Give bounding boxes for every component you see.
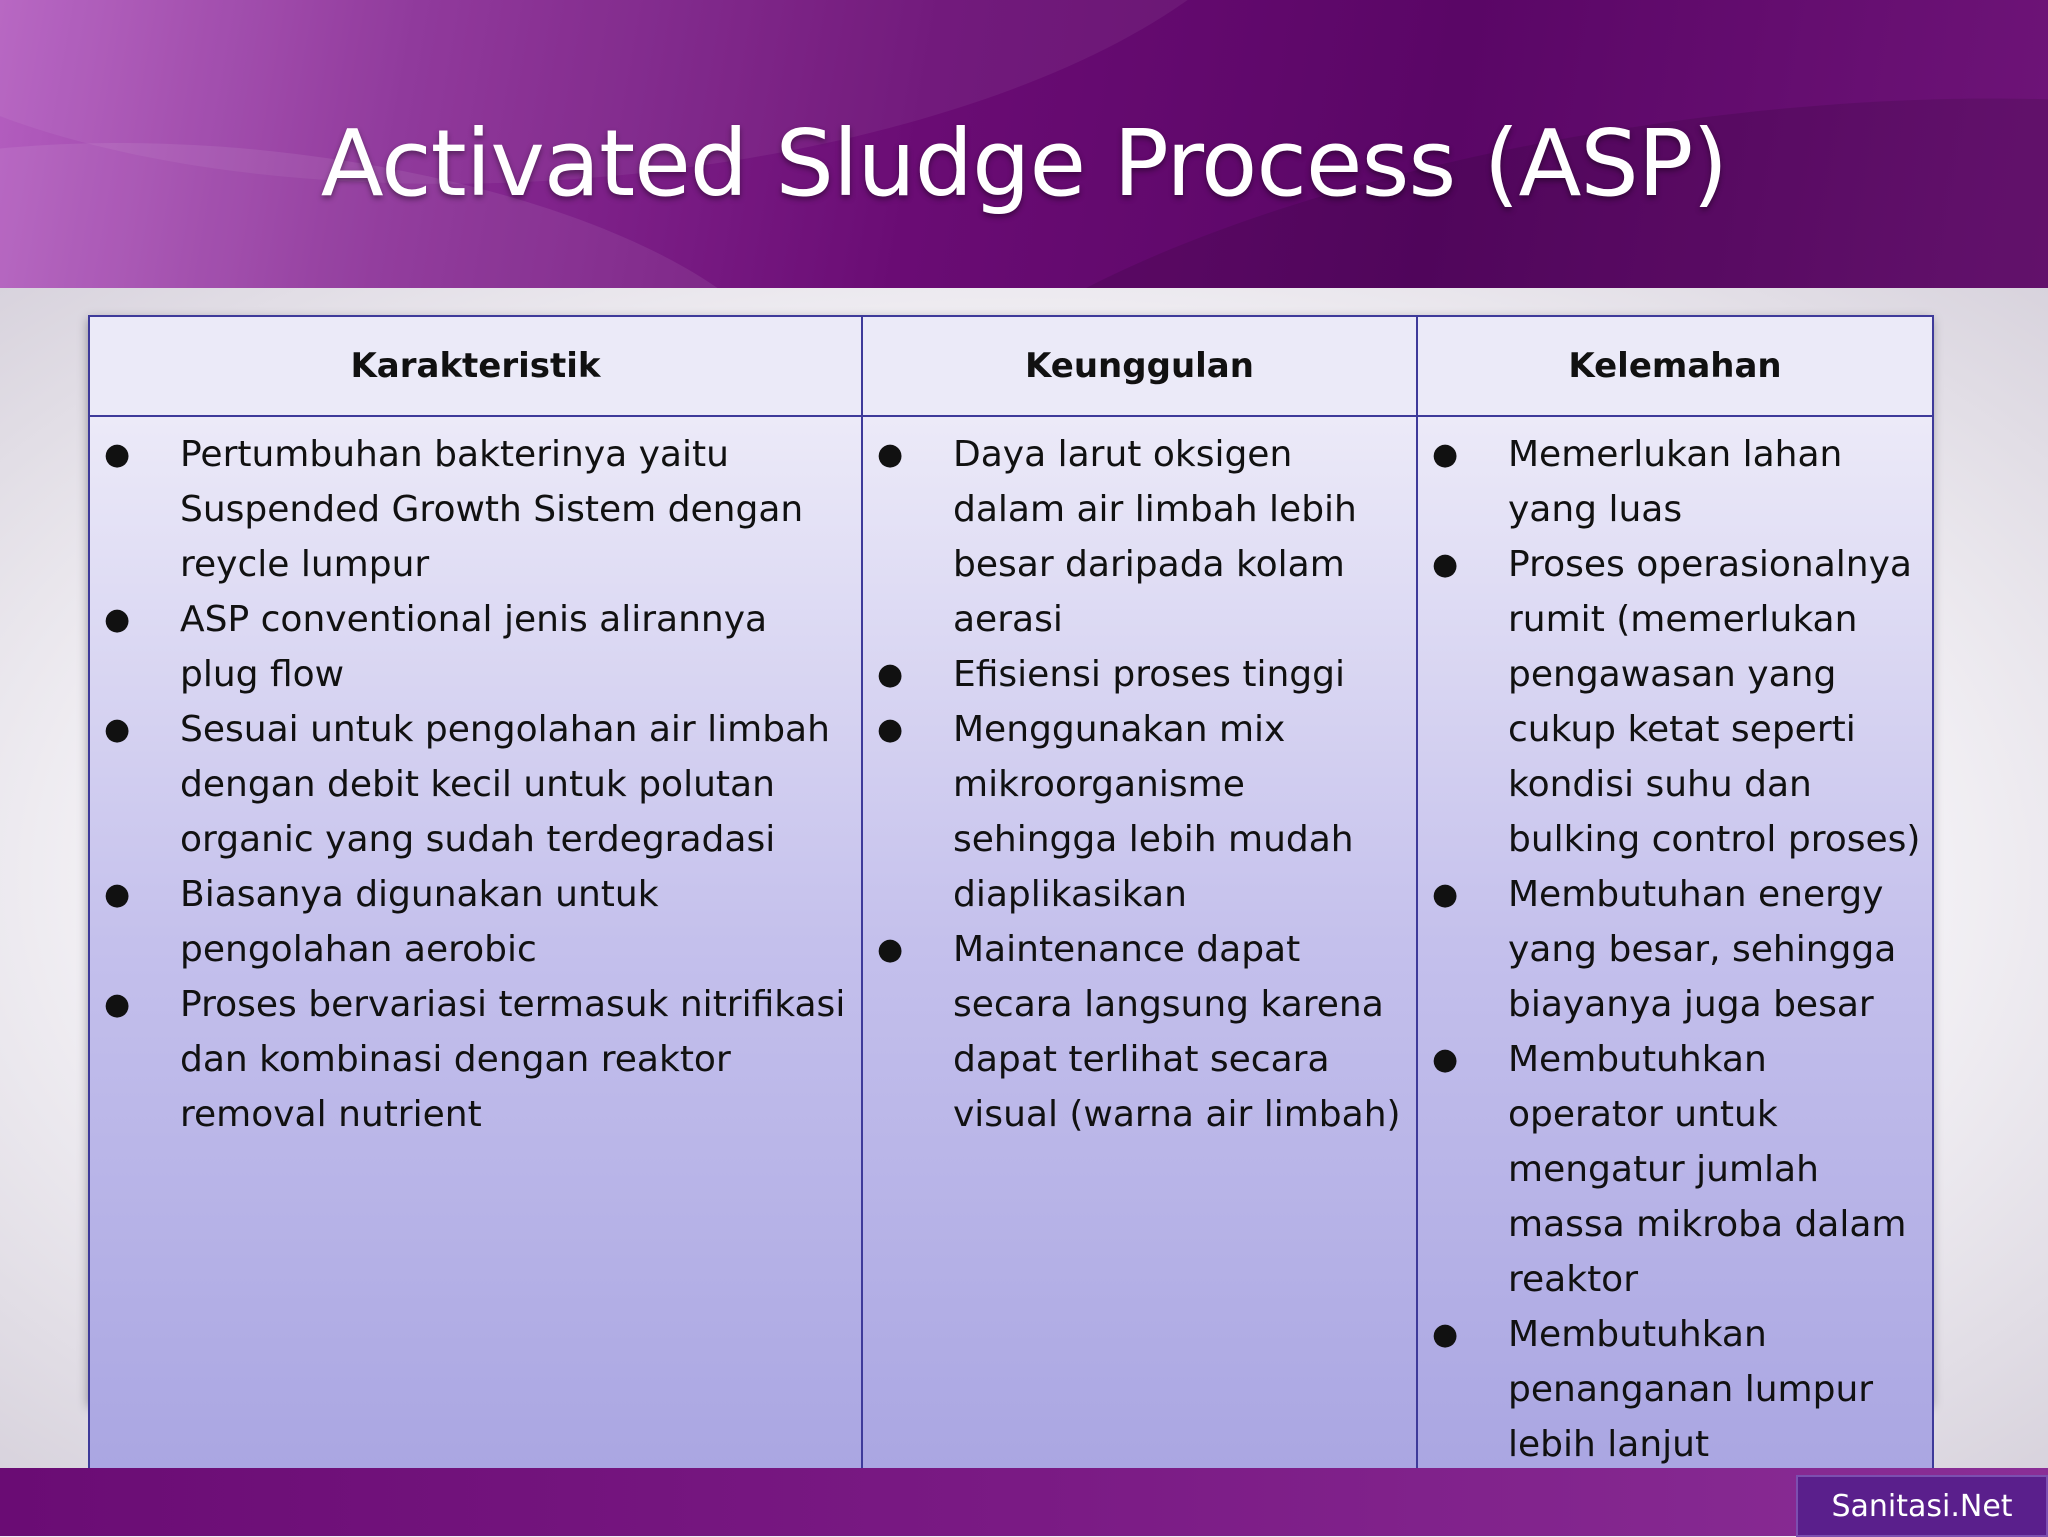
slide-title: Activated Sludge Process (ASP) — [320, 110, 1728, 217]
bullet-icon: ● — [877, 657, 904, 692]
list-item-text: Efisiensi proses tinggi — [953, 654, 1345, 695]
list-item — [1418, 1307, 1928, 1472]
list-item — [1418, 867, 1928, 1032]
list-item-text: Menggunakan mix mikroorganisme sehingga lebih mudah diaplikasikan — [953, 709, 1354, 915]
header-karakteristik: Karakteristik — [89, 316, 862, 416]
list-item-text: Membutuhkan operator untuk mengatur jumlah massa mikroba dalam reaktor — [1508, 1039, 1907, 1300]
bullet-icon: ● — [877, 712, 904, 747]
list-item-text: Proses operasionalnya rumit (memerlukan pengawasan yang cukup ketat seperti kondisi suhu dan bulking control proses) — [1508, 544, 1921, 860]
karakteristik-list — [90, 417, 861, 1142]
header-kelemahan: Kelemahan — [1417, 316, 1933, 416]
bullet-icon: ● — [104, 437, 131, 472]
list-item — [90, 427, 857, 592]
header-keunggulan: Keunggulan — [862, 316, 1417, 416]
kelemahan-cell — [1417, 416, 1933, 1473]
list-item-text: Maintenance dapat secara langsung karena dapat terlihat secara visual (warna air limbah) — [953, 929, 1401, 1135]
bullet-icon: ● — [104, 712, 131, 747]
slide-footer — [0, 1468, 2048, 1536]
bullet-icon: ● — [104, 877, 131, 912]
list-item-text: Biasanya digunakan untuk pengolahan aerobic — [180, 874, 659, 970]
list-item — [1418, 537, 1928, 867]
brand-badge: Sanitasi.Net — [1796, 1475, 2048, 1537]
list-item-text: Daya larut oksigen dalam air limbah lebih besar daripada kolam aerasi — [953, 434, 1357, 640]
bullet-icon: ● — [104, 602, 131, 637]
list-item — [90, 977, 857, 1142]
table-header-row — [89, 316, 1933, 416]
bullet-icon: ● — [877, 932, 904, 967]
bullet-icon: ● — [1432, 877, 1459, 912]
list-item-text: Membutuhan energy yang besar, sehingga biayanya juga besar — [1508, 874, 1897, 1025]
list-item — [90, 702, 857, 867]
list-item — [863, 922, 1412, 1142]
bullet-icon: ● — [1432, 547, 1459, 582]
list-item-text: Proses bervariasi termasuk nitrifikasi dan kombinasi dengan reaktor removal nutrient — [180, 984, 846, 1135]
bullet-icon: ● — [877, 437, 904, 472]
keunggulan-cell — [862, 416, 1417, 1473]
list-item-text: Membutuhkan penanganan lumpur lebih lanjut — [1508, 1314, 1874, 1465]
bullet-icon: ● — [1432, 1317, 1459, 1352]
list-item — [90, 867, 857, 977]
bullet-icon: ● — [1432, 437, 1459, 472]
kelemahan-list — [1418, 417, 1932, 1472]
list-item-text: Memerlukan lahan yang luas — [1508, 434, 1843, 530]
list-item — [1418, 427, 1928, 537]
keunggulan-list — [863, 417, 1416, 1142]
list-item — [863, 647, 1412, 702]
list-item — [1418, 1032, 1928, 1307]
list-item-text: ASP conventional jenis alirannya plug flow — [180, 599, 768, 695]
list-item — [863, 427, 1412, 647]
comparison-table — [88, 315, 1932, 1465]
bullet-icon: ● — [1432, 1042, 1459, 1077]
list-item-text: Sesuai untuk pengolahan air limbah dengan debit kecil untuk polutan organic yang sudah terdegradasi — [180, 709, 830, 860]
list-item — [90, 592, 857, 702]
bullet-icon: ● — [104, 987, 131, 1022]
karakteristik-cell — [89, 416, 862, 1473]
list-item — [863, 702, 1412, 922]
table-row — [89, 416, 1933, 1473]
list-item-text: Pertumbuhan bakterinya yaitu Suspended Growth Sistem dengan reycle lumpur — [180, 434, 804, 585]
